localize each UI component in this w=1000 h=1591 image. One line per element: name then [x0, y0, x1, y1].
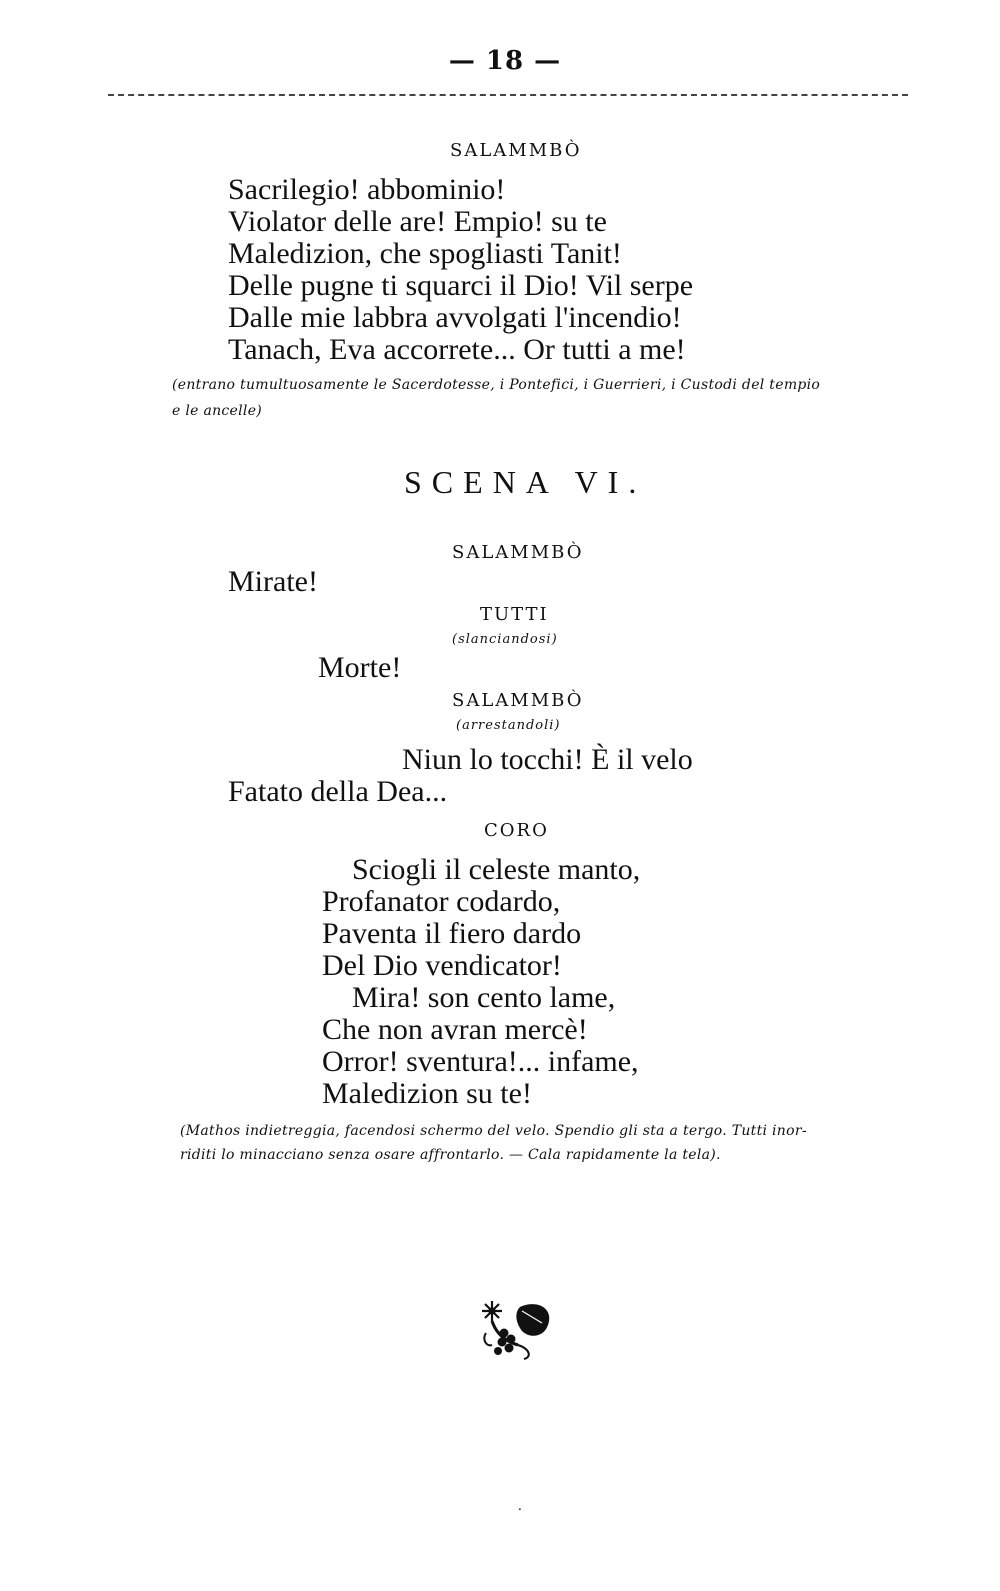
page-number: — 18 — [448, 46, 562, 76]
line-morte: Morte! [318, 651, 402, 684]
verse-line-4: Delle pugne ti squarci il Dio! Vil serpe [228, 269, 694, 302]
verse-line-5: Dalle mie labbra avvolgati l'incendio! [228, 301, 682, 334]
scene-heading: SCENA VI. [404, 464, 647, 500]
speaker-coro: CORO [484, 820, 549, 841]
stage-direction-line-1: (entrano tumultuosamente le Sacerdotesse, i Pontefici, i Guerrieri, i Custodi del tempio [172, 377, 821, 393]
line-niun: Niun lo tocchi! È il velo [402, 743, 693, 776]
header-rule [108, 94, 908, 96]
final-direction-line-2: riditi lo minacciano senza osare affrontarlo. — Cala rapidamente la tela). [180, 1147, 721, 1163]
final-direction-line-1: (Mathos indietreggia, facendosi schermo del velo. Spendio gli sta a tergo. Tutti inor- [180, 1123, 807, 1139]
speaker-salammbo-3: SALAMMBÒ [452, 690, 584, 711]
print-mark: ⸱ [518, 1502, 522, 1518]
stage-direction-line-2: e le ancelle) [172, 403, 263, 419]
verse-line-6: Tanach, Eva accorrete... Or tutti a me! [228, 333, 686, 366]
verse-line-1: Sacrilegio! abbominio! [228, 173, 506, 206]
direction-slanciandosi: (slanciandosi) [452, 632, 558, 647]
coro-line-5: Mira! son cento lame, [352, 981, 616, 1014]
speaker-salammbo-2: SALAMMBÒ [452, 542, 584, 563]
coro-line-3: Paventa il fiero dardo [322, 917, 582, 950]
line-fatato: Fatato della Dea... [228, 775, 448, 808]
direction-arrestandoli: (arrestandoli) [456, 718, 561, 733]
verse-line-3: Maledizion, che spogliasti Tanit! [228, 237, 622, 270]
coro-line-2: Profanator codardo, [322, 885, 561, 918]
coro-line-4: Del Dio vendicator! [322, 949, 562, 982]
coro-line-8: Maledizion su te! [322, 1077, 532, 1110]
verse-line-2: Violator delle are! Empio! su te [228, 205, 607, 238]
speaker-salammbo-1: SALAMMBÒ [450, 140, 582, 161]
line-mirate: Mirate! [228, 565, 318, 598]
speaker-tutti: TUTTI [480, 604, 549, 625]
floral-vignette-icon [478, 1293, 558, 1367]
coro-line-6: Che non avran mercè! [322, 1013, 588, 1046]
coro-line-7: Orror! sventura!... infame, [322, 1045, 639, 1078]
coro-line-1: Sciogli il celeste manto, [352, 853, 641, 886]
